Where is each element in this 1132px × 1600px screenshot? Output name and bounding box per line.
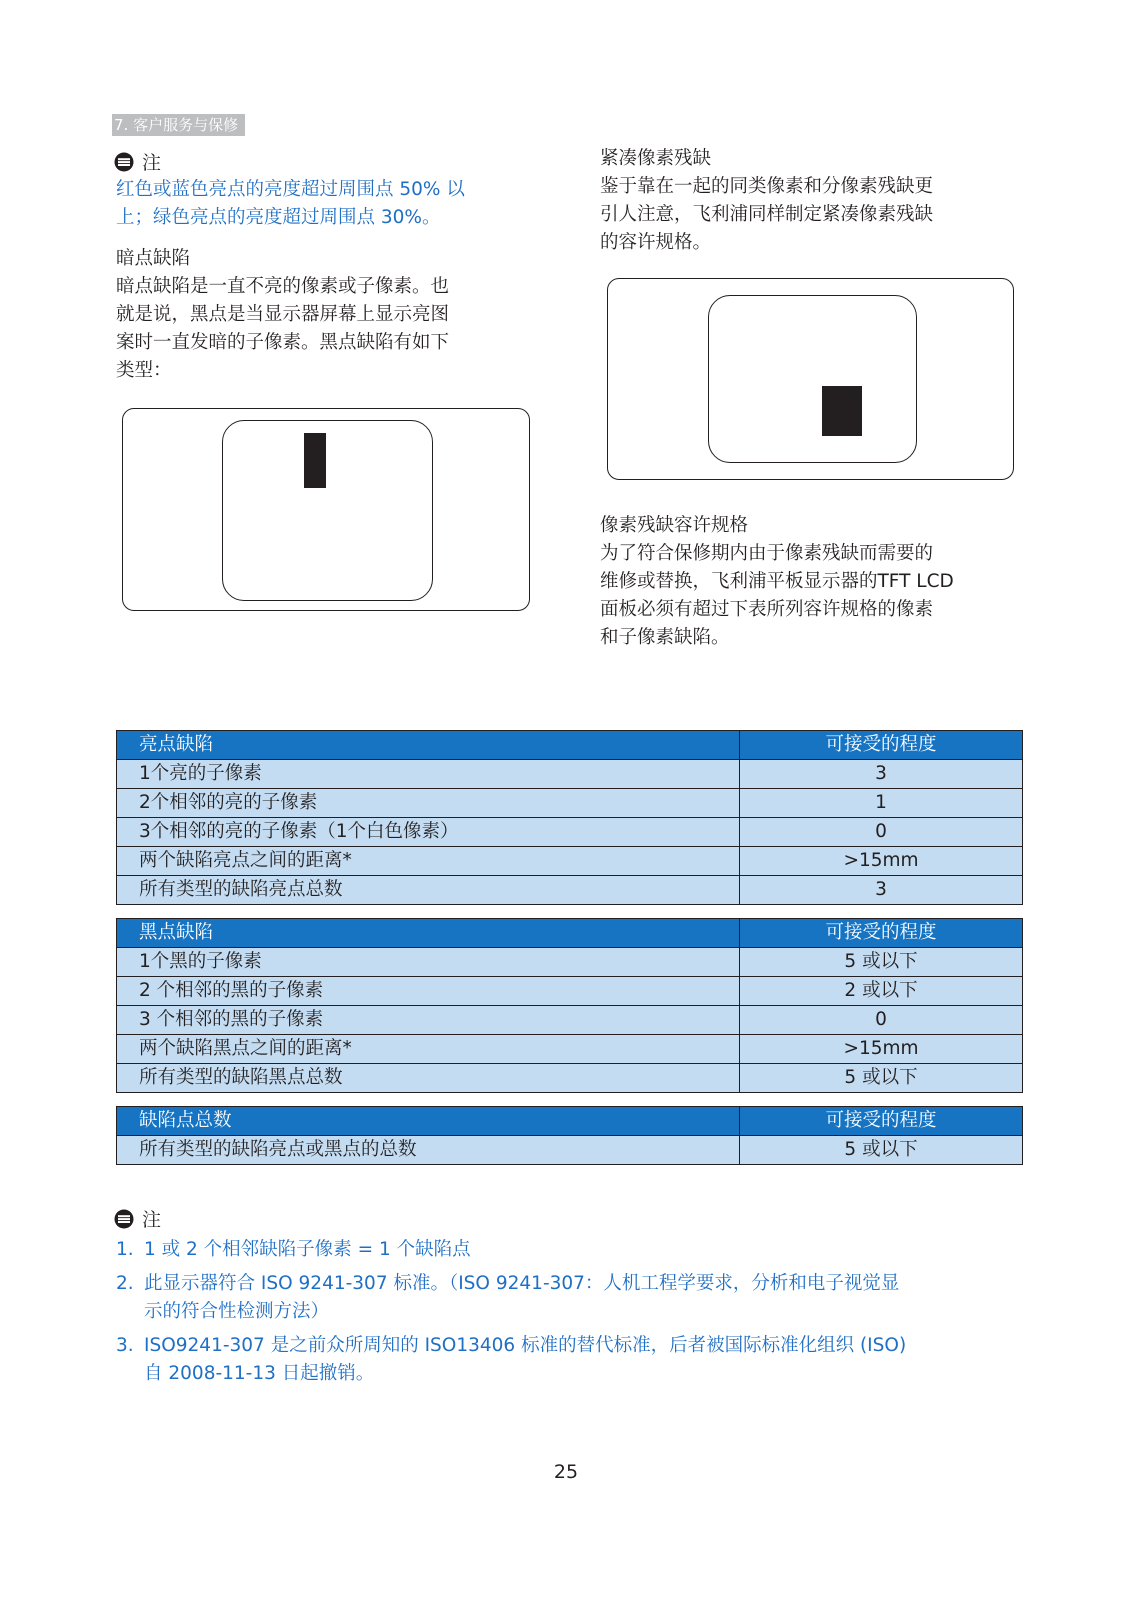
body-line: 为了符合保修期内由于像素残缺而需要的 <box>600 543 934 564</box>
note-line: 红色或蓝色亮点的亮度超过周围点 50% 以 <box>116 179 465 200</box>
table-cell: 3 <box>740 760 1023 789</box>
body-line: 维修或替换，飞利浦平板显示器的TFT LCD <box>600 571 954 592</box>
note-icon <box>114 1209 134 1229</box>
list-item <box>116 1270 1026 1326</box>
table-row <box>117 977 1023 1006</box>
table-header-cell: 亮点缺陷 <box>117 731 740 760</box>
table-header-row <box>117 919 1023 948</box>
table-cell: 3 <box>740 876 1023 905</box>
table-cell: 0 <box>740 1006 1023 1035</box>
table-row <box>117 1035 1023 1064</box>
table-header-cell: 可接受的程度 <box>740 731 1023 760</box>
screen-outline <box>222 420 433 601</box>
table-cell: 两个缺陷黑点之间的距离* <box>117 1035 740 1064</box>
body-line: 案时一直发暗的子像素。黑点缺陷有如下 <box>116 332 450 353</box>
table-cell: 3个相邻的亮的子像素（1个白色像素） <box>117 818 740 847</box>
body-line: 和子像素缺陷。 <box>600 627 730 648</box>
table-cell: 所有类型的缺陷黑点总数 <box>117 1064 740 1093</box>
proximity-heading: 紧凑像素残缺 <box>600 148 712 169</box>
proximity-body <box>600 173 1020 257</box>
table-row <box>117 818 1023 847</box>
black-subpixel <box>304 433 326 488</box>
table-cell: 1个亮的子像素 <box>117 760 740 789</box>
note-label: 注 <box>142 152 162 174</box>
page-number: 25 <box>553 1461 579 1483</box>
list-text: ISO9241-307 是之前众所周知的 ISO13406 标准的替代标准，后者被国际标准化组织 (ISO) <box>144 1335 907 1356</box>
dark-defect-heading: 暗点缺陷 <box>116 248 191 269</box>
total-defect-table <box>116 1106 1023 1165</box>
table-row <box>117 789 1023 818</box>
table-cell: 2 或以下 <box>740 977 1023 1006</box>
table-row <box>117 847 1023 876</box>
table-cell: 5 或以下 <box>740 948 1023 977</box>
body-line: 引人注意，飞利浦同样制定紧凑像素残缺 <box>600 204 934 225</box>
table-header-cell: 可接受的程度 <box>740 1107 1023 1136</box>
screen-outline <box>708 295 917 463</box>
body-line: 类型： <box>116 360 172 381</box>
bright-defect-table <box>116 730 1023 905</box>
table-row <box>117 1064 1023 1093</box>
table-header-cell: 缺陷点总数 <box>117 1107 740 1136</box>
note-text <box>116 176 536 232</box>
list-text: 自 2008-11-13 日起撤销。 <box>144 1363 375 1384</box>
body-line: 就是说，黑点是当显示器屏幕上显示亮图 <box>116 304 450 325</box>
list-text: 1 或 2 个相邻缺陷子像素 = 1 个缺陷点 <box>144 1239 471 1260</box>
note-label: 注 <box>142 1209 162 1231</box>
table-header-row <box>117 731 1023 760</box>
table-cell: 两个缺陷亮点之间的距离* <box>117 847 740 876</box>
body-line: 面板必须有超过下表所列容许规格的像素 <box>600 599 934 620</box>
table-cell: 0 <box>740 818 1023 847</box>
list-item <box>116 1236 1026 1264</box>
note-icon <box>114 152 134 172</box>
list-item <box>116 1332 1026 1388</box>
table-header-cell: 黑点缺陷 <box>117 919 740 948</box>
dark-defect-body <box>116 273 536 385</box>
table-cell: 5 或以下 <box>740 1136 1023 1165</box>
tolerance-body <box>600 540 1030 652</box>
list-text: 此显示器符合 ISO 9241-307 标准。（ISO 9241-307：人机工程学要求，分析和电子视觉显 <box>144 1273 900 1294</box>
note-heading <box>114 148 161 175</box>
table-row <box>117 760 1023 789</box>
table-cell: >15mm <box>740 1035 1023 1064</box>
table-cell: 3 个相邻的黑的子像素 <box>117 1006 740 1035</box>
table-cell: 2 个相邻的黑的子像素 <box>117 977 740 1006</box>
list-number: 1. <box>116 1239 134 1260</box>
table-row <box>117 1136 1023 1165</box>
table-header-cell: 可接受的程度 <box>740 919 1023 948</box>
body-line: 暗点缺陷是一直不亮的像素或子像素。也 <box>116 276 450 297</box>
section-tag: 7. 客户服务与保修 <box>112 114 245 136</box>
table-header-row <box>117 1107 1023 1136</box>
note-heading <box>114 1205 161 1232</box>
table-row <box>117 948 1023 977</box>
note-line: 上；绿色亮点的亮度超过周围点 30%。 <box>116 207 441 228</box>
table-cell: 所有类型的缺陷亮点总数 <box>117 876 740 905</box>
tolerance-heading: 像素残缺容许规格 <box>600 515 749 536</box>
table-row <box>117 876 1023 905</box>
list-number: 2. <box>116 1273 134 1294</box>
list-text: 示的符合性检测方法） <box>144 1301 330 1322</box>
table-cell: 所有类型的缺陷亮点或黑点的总数 <box>117 1136 740 1165</box>
table-row <box>117 1006 1023 1035</box>
list-number: 3. <box>116 1335 134 1356</box>
table-cell: 5 或以下 <box>740 1064 1023 1093</box>
table-cell: 2个相邻的亮的子像素 <box>117 789 740 818</box>
body-line: 鉴于靠在一起的同类像素和分像素残缺更 <box>600 176 934 197</box>
note-list <box>116 1236 1026 1394</box>
table-cell: >15mm <box>740 847 1023 876</box>
body-line: 的容许规格。 <box>600 232 712 253</box>
table-cell: 1个黑的子像素 <box>117 948 740 977</box>
black-pixel-block <box>822 386 862 436</box>
black-defect-table <box>116 918 1023 1093</box>
table-cell: 1 <box>740 789 1023 818</box>
